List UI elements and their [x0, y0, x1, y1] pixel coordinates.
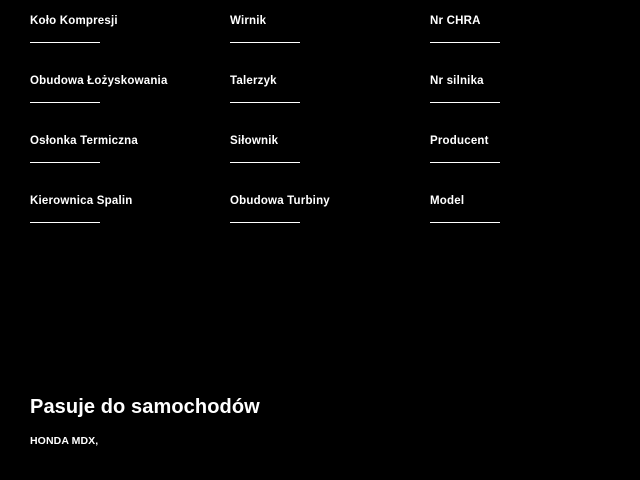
spec-field-underline: [30, 162, 100, 163]
fitment-vehicle-list: HONDA MDX,: [30, 435, 99, 448]
vehicle-fitment-section: [30, 378, 610, 448]
spec-field: [230, 194, 430, 254]
spec-field: [30, 134, 230, 194]
spec-field-label: Koło Kompresji: [30, 15, 118, 27]
spec-field-label: Nr CHRA: [430, 15, 481, 27]
spec-field-label: Obudowa Łożyskowania: [30, 75, 168, 87]
spec-field-underline: [30, 102, 100, 103]
spec-field-underline: [230, 102, 300, 103]
spec-field-label: Obudowa Turbiny: [230, 195, 330, 207]
spec-field-label: Talerzyk: [230, 75, 277, 87]
spec-field: [430, 134, 630, 194]
spec-field-underline: [30, 42, 100, 43]
spec-field: [230, 14, 430, 74]
spec-field-label: Wirnik: [230, 15, 267, 27]
spec-field-label: Model: [430, 195, 465, 207]
fitment-heading: Pasuje do samochodów: [30, 395, 260, 418]
spec-field-underline: [430, 102, 500, 103]
spec-field-label: Producent: [430, 135, 489, 147]
spec-field-underline: [430, 222, 500, 223]
spec-field: [230, 134, 430, 194]
spec-field-underline: [230, 162, 300, 163]
spec-field-label: Osłonka Termiczna: [30, 135, 139, 147]
spec-field-underline: [430, 42, 500, 43]
spec-field-label: Kierownica Spalin: [30, 195, 133, 207]
spec-field: [430, 194, 630, 254]
spec-field-label: Siłownik: [230, 135, 279, 147]
spec-field-underline: [430, 162, 500, 163]
spec-field-underline: [230, 222, 300, 223]
spec-field-underline: [30, 222, 100, 223]
spec-field-underline: [230, 42, 300, 43]
spec-field: [30, 74, 230, 134]
spec-field-label: Nr silnika: [430, 75, 484, 87]
spec-field: [430, 74, 630, 134]
spec-field: [430, 14, 630, 74]
spec-field: [230, 74, 430, 134]
spec-field: [30, 194, 230, 254]
spec-field: [30, 14, 230, 74]
